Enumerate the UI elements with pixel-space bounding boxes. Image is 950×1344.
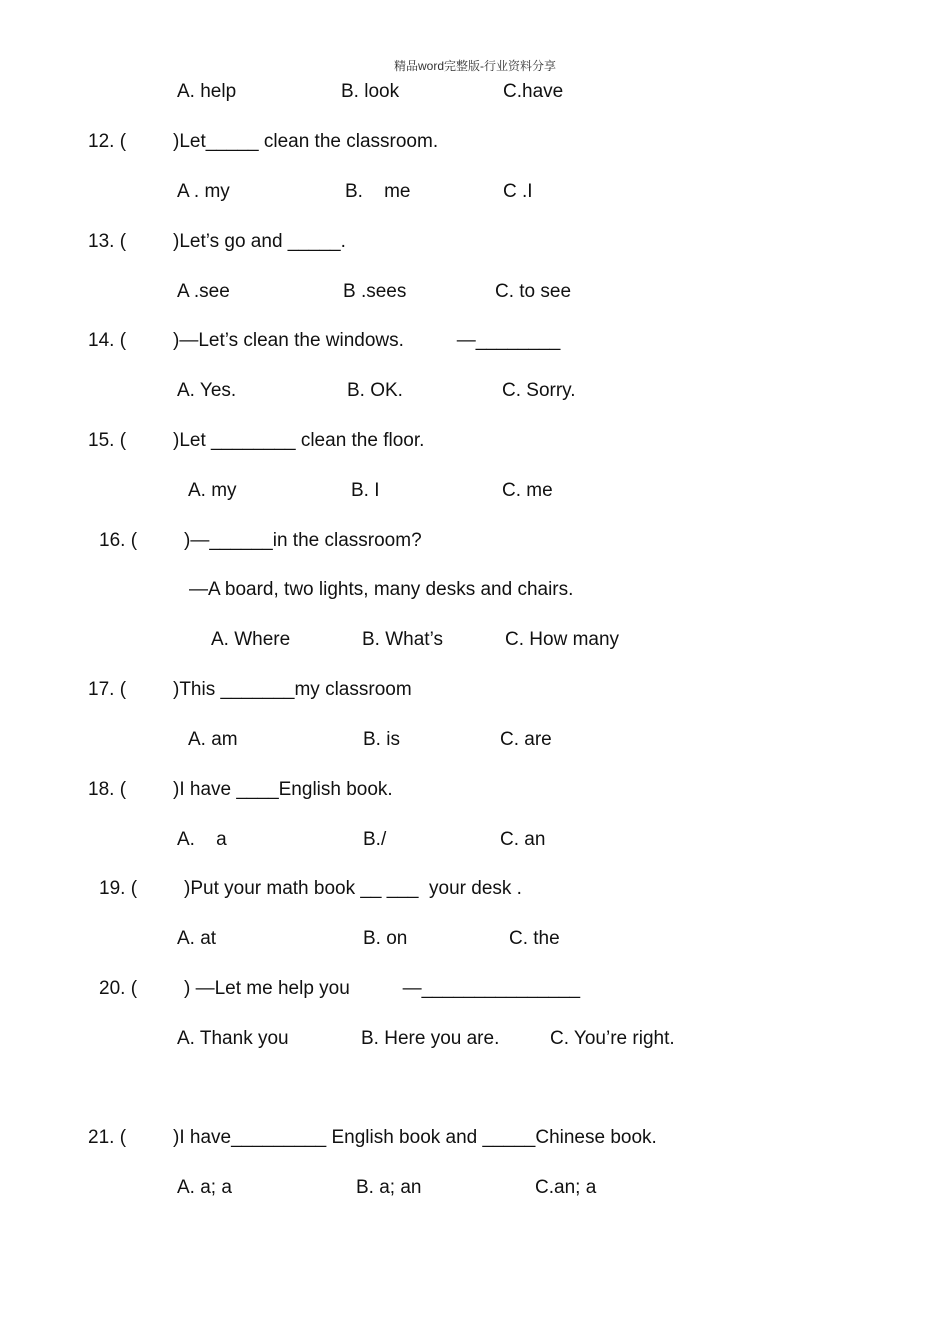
answer-option: A. Yes. — [177, 380, 237, 401]
answer-option: C. to see — [495, 281, 572, 302]
question-number: 16. ( — [99, 530, 138, 551]
question-text: )This _______my classroom — [173, 679, 412, 700]
answer-option: A. at — [177, 928, 217, 949]
answer-option: C. How many — [505, 629, 620, 650]
question-text: )—______in the classroom? — [184, 530, 422, 551]
answer-option: A. help — [177, 81, 237, 102]
question-text: )Let’s go and _____. — [173, 231, 346, 252]
answer-option: B. is — [363, 729, 400, 750]
question-number: 13. ( — [88, 231, 127, 252]
question-number: 19. ( — [99, 878, 138, 899]
answer-option: A. a — [177, 829, 227, 850]
question-text: )Put your math book __ ___ your desk . — [184, 878, 522, 899]
answer-option: B. I — [351, 480, 380, 501]
answer-option: C. the — [509, 928, 560, 949]
answer-option: A . my — [177, 181, 230, 202]
question-text: )I have ____English book. — [173, 779, 393, 800]
answer-option: B. OK. — [347, 380, 403, 401]
question-text: ) —Let me help you —_______________ — [184, 978, 581, 999]
question-text: )—Let’s clean the windows. —________ — [173, 330, 561, 351]
answer-option: C. You’re right. — [550, 1028, 675, 1049]
answer-option: C.an; a — [535, 1177, 597, 1198]
answer-option: C .I — [503, 181, 533, 202]
question-text: —A board, two lights, many desks and chairs. — [189, 579, 574, 600]
answer-option: A. my — [188, 480, 237, 501]
answer-option: B. look — [341, 81, 400, 102]
question-number: 18. ( — [88, 779, 127, 800]
answer-option: C. Sorry. — [502, 380, 576, 401]
question-number: 20. ( — [99, 978, 138, 999]
question-number: 21. ( — [88, 1127, 127, 1148]
question-text: )I have_________ English book and _____Chinese book. — [173, 1127, 657, 1148]
answer-option: A .see — [177, 281, 230, 302]
question-number: 14. ( — [88, 330, 127, 351]
answer-option: B .sees — [343, 281, 407, 302]
answer-option: C.have — [503, 81, 564, 102]
answer-option: B. on — [363, 928, 408, 949]
answer-option: C. an — [500, 829, 546, 850]
answer-option: A. a; a — [177, 1177, 232, 1198]
answer-option: A. Where — [211, 629, 291, 650]
answer-option: B. Here you are. — [361, 1028, 500, 1049]
question-text: )Let_____ clean the classroom. — [173, 131, 439, 152]
document-header: 精品word完整版-行业资料分享 — [393, 59, 556, 73]
answer-option: A. Thank you — [177, 1028, 289, 1049]
answer-option: A. am — [188, 729, 238, 750]
question-number: 15. ( — [88, 430, 127, 451]
answer-option: B./ — [363, 829, 387, 850]
question-number: 17. ( — [88, 679, 127, 700]
answer-option: C. are — [500, 729, 552, 750]
answer-option: C. me — [502, 480, 553, 501]
question-number: 12. ( — [88, 131, 127, 152]
answer-option: B. me — [345, 181, 411, 202]
answer-option: B. What’s — [362, 629, 443, 650]
question-text: )Let ________ clean the floor. — [173, 430, 425, 451]
answer-option: B. a; an — [356, 1177, 422, 1198]
